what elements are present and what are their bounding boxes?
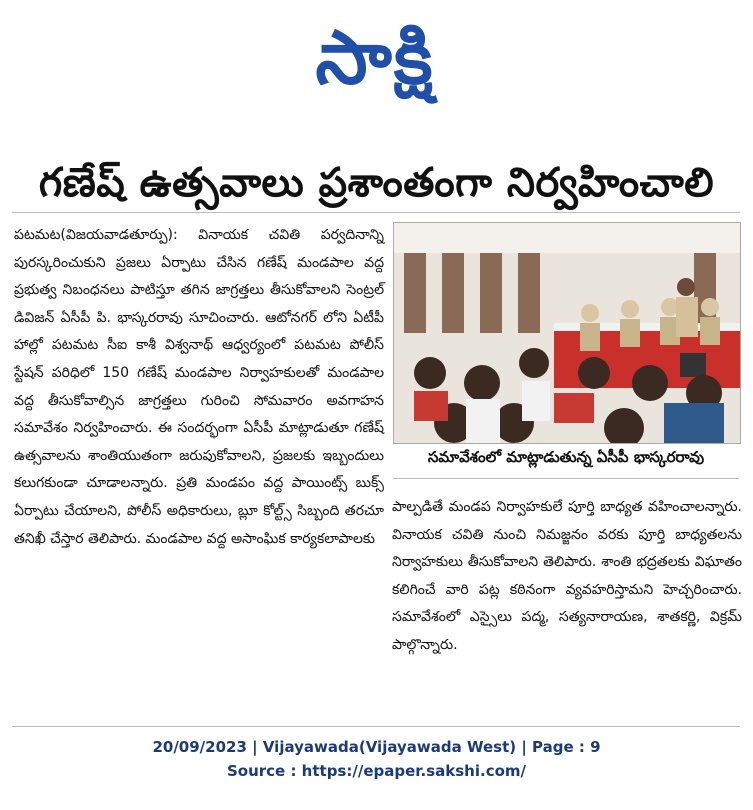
source-link[interactable]: Source : https://epaper.sakshi.com/ (226, 762, 526, 780)
caption-divider (393, 478, 739, 479)
newspaper-masthead (240, 8, 510, 108)
meeting-photo-illustration (394, 223, 740, 443)
edition-info: 20/09/2023 | Vijayawada(Vijayawada West) | Page : 9 (152, 738, 601, 756)
headline-divider (12, 212, 740, 213)
article-body-left-column: పటమట(విజయవాడతూర్పు): వినాయక చవితి పర్వదినాన్ని పురస్కరించుకుని ప్రజలు ఏర్పాటు చేసిన గణేష్ మండపాల వద్ద ప్రభుత్వ నిబంధనలు పాటిస్తూ తగిన జాగ్రత్తలు తీసుకోవాలని సెంట్రల్ డివిజన్ ఏసీపీ పి. భాస్కరరావు సూచించారు. ఆటోనగర్ లోని ఏటీపీ హాల్లో పటమట సీఐ కాశీ విశ్వనాథ్ ఆధ్వర్యంలో పటమట పోలీస్ స్టేషన్ పరిధిలో 150 గణేష్ మండపాల నిర్వాహకులతో మండపాల వద్ద తీసుకోవాల్సిన జాగ్రత్తలు గురించి సోమవారం అవగాహన సమావేశం నిర్వహించారు. ఈ సందర్భంగా ఏసీపీ మాట్లాడుతూ గణేష్ ఉత్సవాలను శాంతియుతంగా జరుపుకోవాలని, ప్రజలకు ఇబ్బందులు కలుగకుండా చూడాలన్నారు. ప్రతి మండపం వద్ద పాయింట్స్ బుక్స్ ఏర్పాటు చేయాలని, పోలీస్ అధికారులు, బ్లూ కోల్ట్స్ సిబ్బంది తరచూ తనిఖీ చేస్తార తెలిపారు. మండపాల వద్ద అసాంఘిక కార్యకలాపాలకు (14, 227, 384, 547)
photo-caption: సమావేశంలో మాట్లాడుతున్న ఏసీపీ భాస్కరరావు (427, 448, 705, 466)
article-body-right-column: పాల్పడితే మండప నిర్వాహకులే పూర్తి బాధ్యత వహించాలన్నారు. వినాయక చవితి నుంచి నిమజ్జనం వరకు పూర్తి బాధ్యతలను నిర్వాహకులు తీసుకోవాలని తెలిపారు. శాంతి భద్రతలకు విఘాతం కలిగించే వారి పట్ల కఠినంగా వ్యవహరిస్తామని హెచ్చరించారు. సమావేశంలో ఎస్సైలు పద్మ, సత్యనారాయణ, శాతకర్ణి, విక్రమ్ పాల్గొన్నారు. (392, 499, 742, 653)
footer-divider (12, 726, 740, 727)
article-photo (393, 222, 741, 444)
article-headline: గణేష్ ఉత్సవాలు ప్రశాంతంగా నిర్వహించాలి (38, 160, 715, 206)
sakshi-logo: సాక్షి (315, 15, 435, 101)
